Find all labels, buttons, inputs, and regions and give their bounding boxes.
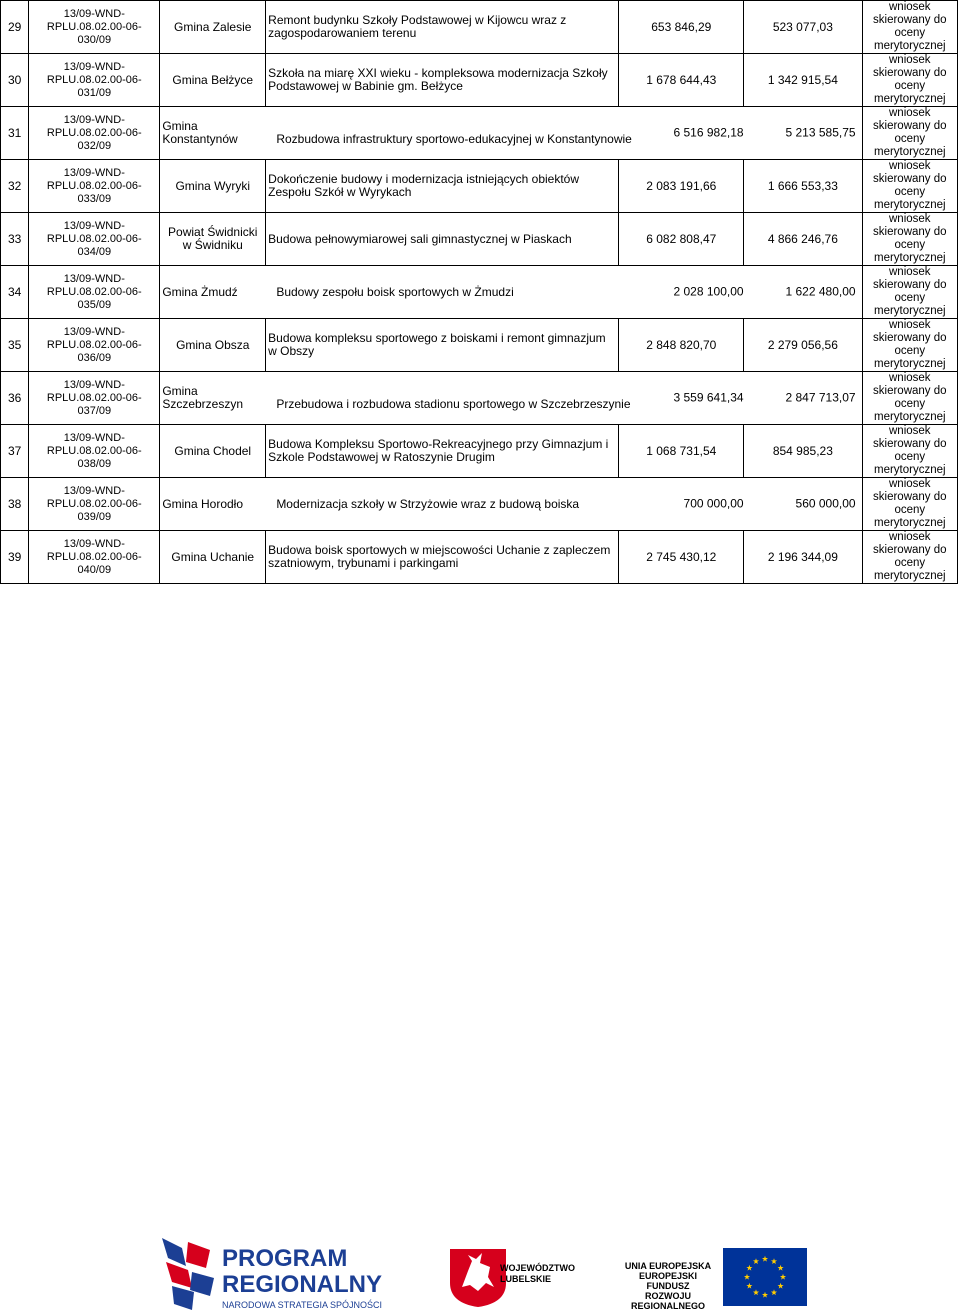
program-line3: NARODOWA STRATEGIA SPÓJNOŚCI [222,1300,383,1310]
applicant-name: Gmina Chodel [160,425,266,478]
grant-amount: 2 279 056,56 [744,319,862,372]
applicant-name: Gmina Horodło [162,496,244,511]
woj-line1: WOJEWÓDZTWO [500,1263,575,1273]
row-number: 35 [1,319,29,372]
total-cost: 6 082 808,47 [619,213,744,266]
project-title: Przebudowa i rozbudowa stadionu sportowego w Szczebrzeszynie [276,397,631,411]
grant-amount: 560 000,00 [795,496,856,511]
applicant-name: Gmina Szczebrzeszyn [162,384,244,411]
total-cost: 653 846,29 [619,1,744,54]
application-id: 13/09-WND-RPLU.08.02.00-06-033/09 [29,160,160,213]
application-status: wniosek skierowany do oceny merytorycznej [862,54,957,107]
eu-label [618,1261,718,1311]
application-status: wniosek skierowany do oceny merytorycznej [862,319,957,372]
row-number: 30 [1,54,29,107]
row-number: 32 [1,160,29,213]
applicant-name: Gmina Konstantynów [162,119,238,146]
project-title: Budowy zespołu boisk sportowych w Żmudzi [276,284,514,299]
total-cost: 2 028 100,00 [673,284,744,299]
application-status: wniosek skierowany do oceny merytorycznej [862,531,957,584]
table-row [1,160,958,213]
row-number: 36 [1,372,29,425]
grant-amount: 5 213 585,75 [785,125,856,140]
grant-amount: 523 077,03 [744,1,862,54]
grant-amount: 2 196 344,09 [744,531,862,584]
project-title: Szkoła na miarę XXI wieku - kompleksowa modernizacja Szkoły Podstawowej w Babinie gm. Bełżyce [266,54,619,107]
applicant-name: Gmina Obsza [160,319,266,372]
project-title: Modernizacja szkoły w Strzyżowie wraz z budową boiska [276,496,580,511]
total-cost: 2 083 191,66 [619,160,744,213]
table-row [1,266,958,319]
application-status: wniosek skierowany do oceny merytorycznej [862,425,957,478]
total-cost: 2 745 430,12 [619,531,744,584]
application-id: 13/09-WND-RPLU.08.02.00-06-039/09 [29,478,160,531]
eu-line2: EUROPEJSKI FUNDUSZ [638,1271,698,1291]
project-title: Budowa pełnowymiarowej sali gimnastycznej w Piaskach [266,213,619,266]
row-number: 37 [1,425,29,478]
program-line2: REGIONALNY [222,1271,383,1298]
application-id: 13/09-WND-RPLU.08.02.00-06-036/09 [29,319,160,372]
project-title: Budowa kompleksu sportowego z boiskami i remont gimnazjum w Obszy [266,319,619,372]
grant-amount: 2 847 713,07 [785,390,856,405]
row-number: 31 [1,107,29,160]
table-row [1,372,958,425]
grant-amount: 1 342 915,54 [744,54,862,107]
application-status: wniosek skierowany do oceny merytorycznej [862,478,957,531]
eu-flag-icon [723,1248,807,1306]
table-row [1,319,958,372]
projects-table [0,0,958,584]
application-status: wniosek skierowany do oceny merytorycznej [862,266,957,319]
applicant-name: Gmina Bełżyce [160,54,266,107]
application-status: wniosek skierowany do oceny merytorycznej [862,372,957,425]
application-status: wniosek skierowany do oceny merytorycznej [862,107,957,160]
eu-line3: ROZWOJU REGIONALNEGO [630,1291,705,1311]
project-title: Rozbudowa infrastruktury sportowo-edukacyjnej w Konstantynowie [276,132,632,146]
total-cost: 2 848 820,70 [619,319,744,372]
table-row [1,531,958,584]
footer-logos [0,600,960,1311]
table-row [1,425,958,478]
table-row [1,213,958,266]
project-title: Budowa boisk sportowych w miejscowości Uchanie z zapleczem szatniowym, trybunami i parkingami [266,531,619,584]
project-title: Remont budynku Szkoły Podstawowej w Kijowcu wraz z zagospodarowaniem terenu [266,1,619,54]
application-id: 13/09-WND-RPLU.08.02.00-06-030/09 [29,1,160,54]
applicant-name: Gmina Wyryki [160,160,266,213]
row-number: 39 [1,531,29,584]
grant-amount: 1 622 480,00 [785,284,856,299]
table-row [1,107,958,160]
application-id: 13/09-WND-RPLU.08.02.00-06-040/09 [29,531,160,584]
application-status: wniosek skierowany do oceny merytorycznej [862,160,957,213]
program-line1: PROGRAM [222,1245,348,1272]
eu-line1: UNIA EUROPEJSKA [624,1261,712,1271]
application-status: wniosek skierowany do oceny merytorycznej [862,213,957,266]
grant-amount: 854 985,23 [744,425,862,478]
row-wide-cell [160,372,862,425]
application-id: 13/09-WND-RPLU.08.02.00-06-038/09 [29,425,160,478]
total-cost: 700 000,00 [683,496,744,511]
total-cost: 6 516 982,18 [673,125,744,140]
application-id: 13/09-WND-RPLU.08.02.00-06-035/09 [29,266,160,319]
applicant-name: Gmina Zalesie [160,1,266,54]
application-status: wniosek skierowany do oceny merytorycznej [862,1,957,54]
application-id: 13/09-WND-RPLU.08.02.00-06-037/09 [29,372,160,425]
woj-line2: LUBELSKIE [500,1274,552,1284]
row-wide-cell [160,266,862,319]
row-wide-cell [160,478,862,531]
row-number: 33 [1,213,29,266]
application-id: 13/09-WND-RPLU.08.02.00-06-031/09 [29,54,160,107]
table-row [1,478,958,531]
applicant-name: Gmina Uchanie [160,531,266,584]
applicant-name: Gmina Żmudź [162,284,238,299]
row-number: 34 [1,266,29,319]
total-cost: 1 068 731,54 [619,425,744,478]
project-title: Budowa Kompleksu Sportowo-Rekreacyjnego przy Gimnazjum i Szkole Podstawowej w Ratoszynie Drugim [266,425,619,478]
grant-amount: 4 866 246,76 [744,213,862,266]
applicant-name: Powiat Świdnicki w Świdniku [160,213,266,266]
row-number: 38 [1,478,29,531]
project-title: Dokończenie budowy i modernizacja istniejących obiektów Zespołu Szkół w Wyrykach [266,160,619,213]
application-id: 13/09-WND-RPLU.08.02.00-06-034/09 [29,213,160,266]
row-number: 29 [1,1,29,54]
row-wide-cell [160,107,862,160]
table-row [1,54,958,107]
table-row [1,1,958,54]
total-cost: 3 559 641,34 [673,390,744,405]
program-regionalny-logo [162,1236,398,1314]
wojewodztwo-label [500,1263,575,1285]
grant-amount: 1 666 553,33 [744,160,862,213]
application-id: 13/09-WND-RPLU.08.02.00-06-032/09 [29,107,160,160]
total-cost: 1 678 644,43 [619,54,744,107]
